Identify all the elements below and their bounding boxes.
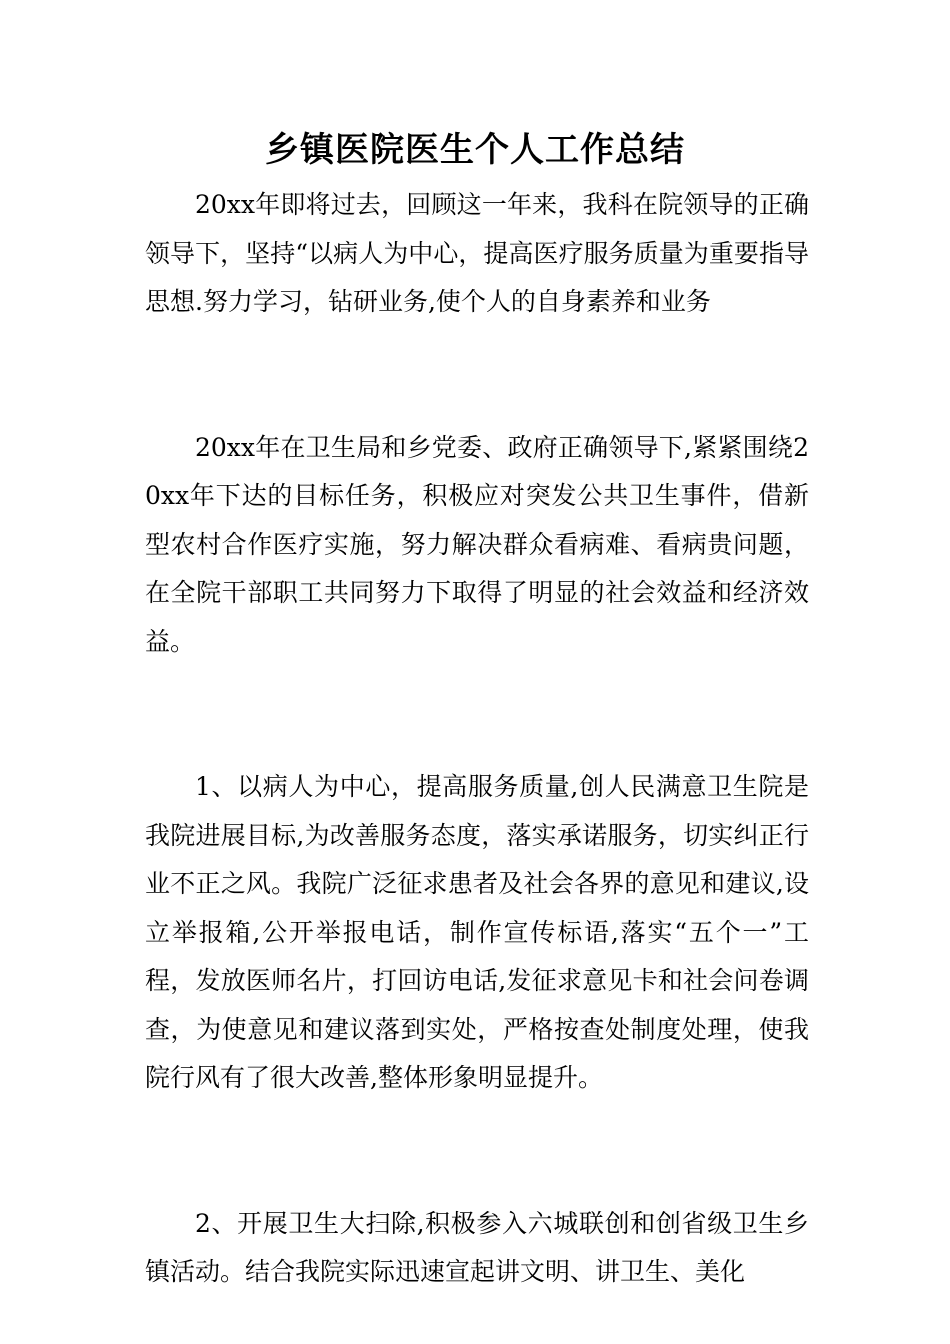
- paragraph-point-2: 2、开展卫生大扫除,积极参入六城联创和创省级卫生乡镇活动。结合我院实际迅速宣起讲文明、讲卫生、美化: [145, 1208, 809, 1286]
- paragraph-gap: [145, 666, 809, 763]
- paragraph-point-1: 1、以病人为中心，提高服务质量,创人民满意卫生院是我院进展目标,为改善服务态度，落实承诺服务，切实纠正行业不正之风。我院广泛征求患者及社会各界的意见和建议,设立举报箱,公开举报电话，制作宣传标语,落实“五个一”工程，发放医师名片，打回访电话,发征求意见卡和社会问卷调查，为使意见和建议落到实处，严格按查处制度处理，使我院行风有了很大改善,整体形象明显提升。: [145, 772, 809, 1092]
- paragraph-gap: [145, 1103, 809, 1200]
- paragraph-intro: 20xx年即将过去，回顾这一年来，我科在院领导的正确领导下，坚持“以病人为中心，提高医疗服务质量为重要指导思想.努力学习，钻研业务,使个人的自身素养和业务: [145, 190, 809, 316]
- paragraph-overview: 20xx年在卫生局和乡党委、政府正确领导下,紧紧围绕20xx年下达的目标任务，积极应对突发公共卫生事件，借新型农村合作医疗实施，努力解决群众看病难、看病贵问题，在全院干部职工共同努力下取得了明显的社会效益和经济效益。: [145, 432, 809, 656]
- document-title: 乡镇医院医生个人工作总结: [265, 130, 685, 170]
- paragraph-gap: [145, 327, 809, 424]
- document-body: [145, 181, 809, 1297]
